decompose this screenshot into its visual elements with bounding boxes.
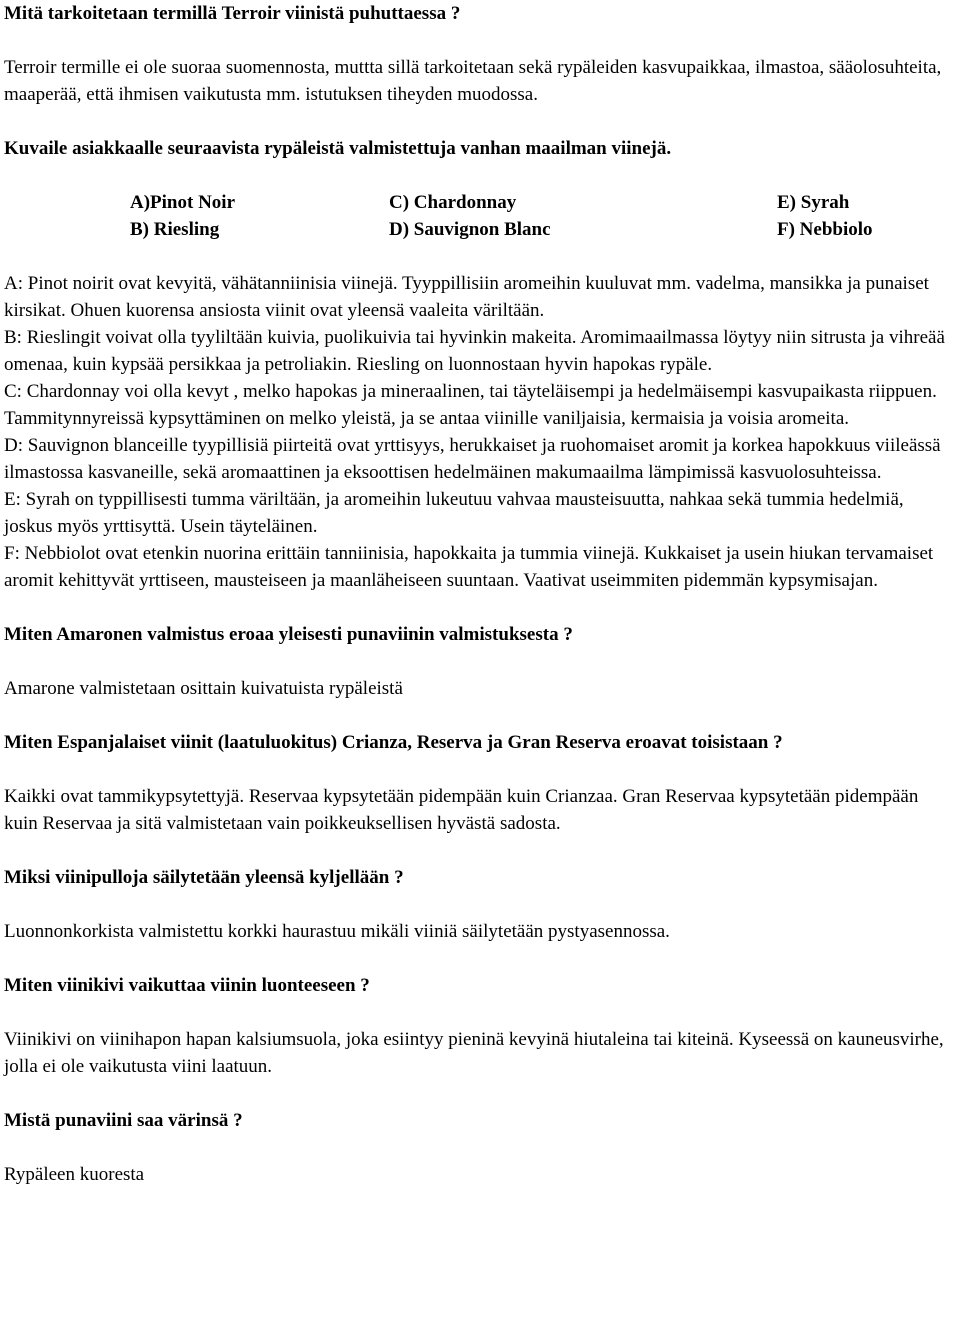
question-spanish-classification: Miten Espanjalaiset viinit (laatuluokitus) Crianza, Reserva ja Gran Reserva eroavat toisistaan ? bbox=[4, 732, 783, 753]
description-syrah: E: Syrah on typpillisesti tumma väriltään, ja aromeihin lukeutuu vahvaa mausteisuutta, nahkaa sekä tummia hedelmiä, joskus myös yrttisyttä. Usein täyteläinen. bbox=[4, 489, 904, 537]
document-page bbox=[4, 0, 956, 1188]
description-pinot-noir: A: Pinot noirit ovat kevyitä, vähätanniinisia viinejä. Tyyppillisiin aromeihin kuuluvat mm. vadelma, mansikka ja punaiset kirsikat. Ohuen kuorensa ansiosta viinit ovat yleensä vaaleita väriltään. bbox=[4, 273, 929, 321]
answer-bottle-storage: Luonnonkorkista valmistettu korkki haurastuu mikäli viiniä säilytetään pystyasennossa. bbox=[4, 921, 670, 942]
question-tartrate: Miten viinikivi vaikuttaa viinin luonteeseen ? bbox=[4, 975, 370, 996]
answer-terroir: Terroir termille ei ole suoraa suomennosta, muttta sillä tarkoitetaan sekä rypäleiden kasvupaikkaa, ilmastoa, sääolosuhteita, maaperää, että ihmisen vaikutusta mm. istutuksen tiheyden muodossa. bbox=[4, 57, 942, 105]
variety-descriptions bbox=[4, 270, 956, 594]
answer-amarone: Amarone valmistetaan osittain kuivatuista rypäleistä bbox=[4, 678, 403, 699]
variety-e: E) Syrah bbox=[777, 192, 850, 213]
variety-column-2 bbox=[389, 189, 551, 243]
description-sauvignon-blanc: D: Sauvignon blanceille tyypillisiä piirteitä ovat yrttisyys, herukkaiset ja ruohomaiset aromit ja korkea hapokkuus viileässä ilmastossa kasvaneille, sekä aromaattinen ja eksoottisen hedelmäinen makumaailma lämpimissä kasvuolosuhteissa. bbox=[4, 435, 941, 483]
variety-column-1 bbox=[130, 189, 235, 243]
description-riesling: B: Rieslingit voivat olla tyyliltään kuivia, puolikuivia tai hyvinkin makeita. Aromimaailmassa löytyy niin sitrusta ja vihreää omenaa, kuin kypsää persikkaa ja petroliakin. Riesling on luonnostaan hyvin hapokas rypäle. bbox=[4, 327, 945, 375]
variety-b: B) Riesling bbox=[130, 219, 220, 240]
question-amarone: Miten Amaronen valmistus eroaa yleisesti punaviinin valmistuksesta ? bbox=[4, 624, 573, 645]
description-nebbiolo: F: Nebbiolot ovat etenkin nuorina erittäin tanniinisia, hapokkaita ja tummia viinejä. Kukkaiset ja usein hiukan tervamaiset aromit kehittyvät yrttiseen, mausteiseen ja maanläheiseen suuntaan. Vaativat useimmiten pidemmän kypsymisajan. bbox=[4, 543, 934, 591]
variety-f: F) Nebbiolo bbox=[777, 219, 873, 240]
variety-c: C) Chardonnay bbox=[389, 192, 517, 213]
variety-column-3 bbox=[777, 189, 873, 243]
question-grape-varieties: Kuvaile asiakkaalle seuraavista rypäleistä valmistettuja vanhan maailman viinejä. bbox=[4, 138, 672, 159]
variety-a: A)Pinot Noir bbox=[130, 192, 236, 213]
grape-variety-list bbox=[4, 189, 956, 243]
description-chardonnay: C: Chardonnay voi olla kevyt , melko hapokas ja mineraalinen, tai täyteläisempi ja hedelmäisempi kasvupaikasta riippuen. Tammitynnyreissä kypsyttäminen on melko yleistä, ja se antaa viinille vaniljaisia, kermaisia ja voisia aromeita. bbox=[4, 381, 937, 429]
answer-red-wine-color: Rypäleen kuoresta bbox=[4, 1164, 145, 1185]
answer-spanish-classification: Kaikki ovat tammikypsytettyjä. Reservaa kypsytetään pidempään kuin Crianzaa. Gran Reservaa kypsytetään pidempään kuin Reservaa ja sitä valmistetaan vain poikkeuksellisen hyvästä sadosta. bbox=[4, 786, 919, 834]
question-terroir: Mitä tarkoitetaan termillä Terroir viinistä puhuttaessa ? bbox=[4, 3, 461, 24]
question-bottle-storage: Miksi viinipulloja säilytetään yleensä kyljellään ? bbox=[4, 867, 404, 888]
answer-tartrate: Viinikivi on viinihapon hapan kalsiumsuola, joka esiintyy pieninä kevyinä hiutaleina tai kiteinä. Kyseessä on kauneusvirhe, jolla ei ole vaikutusta viini laatuun. bbox=[4, 1029, 944, 1077]
variety-d: D) Sauvignon Blanc bbox=[389, 219, 551, 240]
question-red-wine-color: Mistä punaviini saa värinsä ? bbox=[4, 1110, 243, 1131]
